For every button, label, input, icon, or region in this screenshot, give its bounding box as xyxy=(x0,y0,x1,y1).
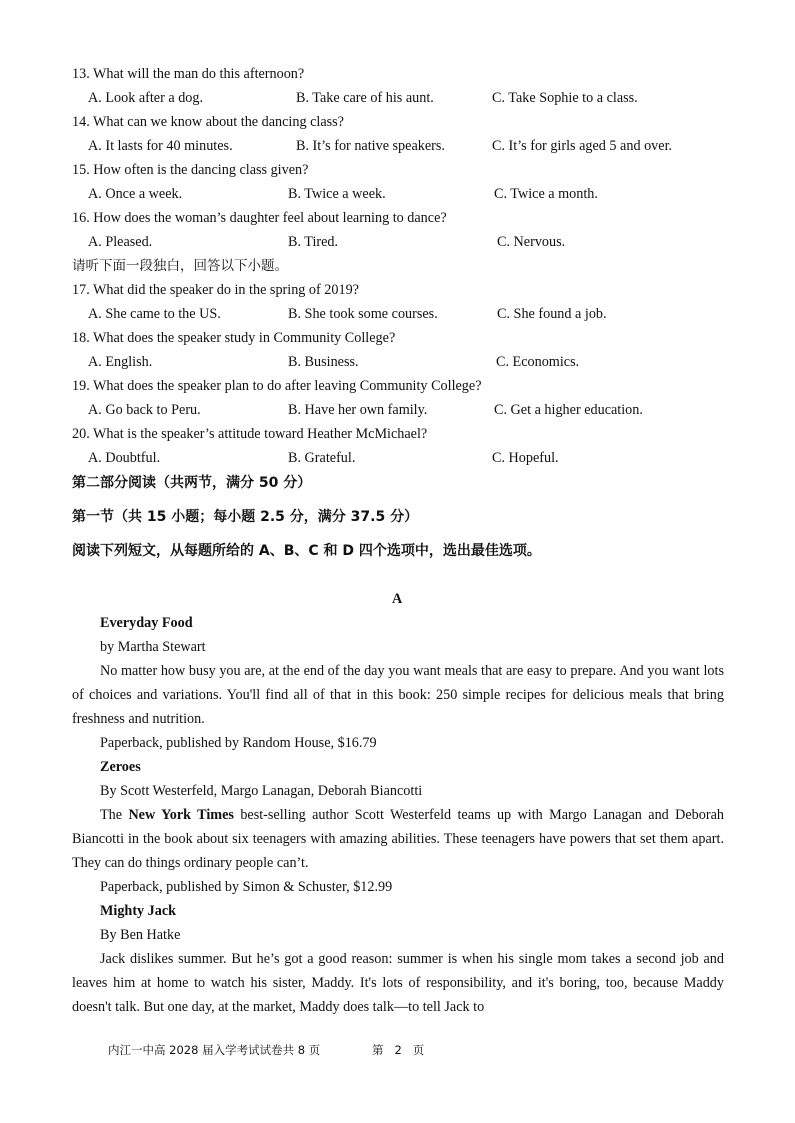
book-author: By Ben Hatke xyxy=(100,927,181,943)
book-description xyxy=(72,803,724,875)
reading-instruction: 阅读下列短文，从每题所给的 A、B、C 和 D 四个选项中，选出最佳选项。 xyxy=(72,543,541,559)
question-14-stem: 14. What can we know about the dancing class? xyxy=(72,114,344,130)
book-publisher: Paperback, published by Random House, $16.79 xyxy=(100,735,377,751)
question-18-option-c: C. Economics. xyxy=(496,354,580,370)
newspaper-name: New York Times xyxy=(128,807,234,823)
question-19-stem: 19. What does the speaker plan to do after leaving Community College? xyxy=(72,378,482,394)
question-15-option-b: B. Twice a week. xyxy=(288,186,386,202)
question-13-option-c: C. Take Sophie to a class. xyxy=(492,90,638,106)
question-16-stem: 16. How does the woman’s daughter feel about learning to dance? xyxy=(72,210,447,226)
question-13-option-b: B. Take care of his aunt. xyxy=(296,90,434,106)
question-13-option-a: A. Look after a dog. xyxy=(88,90,204,106)
book-title: Everyday Food xyxy=(100,615,193,631)
description-lead: The xyxy=(100,807,129,823)
question-19-option-c: C. Get a higher education. xyxy=(494,402,643,418)
question-17-option-c: C. She found a job. xyxy=(497,306,607,322)
question-20-stem: 20. What is the speaker’s attitude toward Heather McMichael? xyxy=(72,426,428,442)
book-description: Jack dislikes summer. But he’s got a good reason: summer is when his single mom takes a second job and leaves him at home to watch his sister, Maddy. It's lots of responsibility, and it's boring, too, because Maddy doesn't talk. But one day, at the market, Maddy does talk—to tell Jack to xyxy=(72,951,724,1015)
book-title: Mighty Jack xyxy=(100,903,177,919)
passage-label: A xyxy=(392,591,403,607)
book-author: By Scott Westerfeld, Margo Lanagan, Deborah Biancotti xyxy=(100,783,423,799)
question-13-stem: 13. What will the man do this afternoon? xyxy=(72,66,305,82)
footer-page-number: 第 2 页 xyxy=(372,1043,425,1057)
question-16-option-b: B. Tired. xyxy=(288,234,339,250)
question-15-stem: 15. How often is the dancing class given? xyxy=(72,162,309,178)
question-18-option-a: A. English. xyxy=(88,354,153,370)
question-15-option-a: A. Once a week. xyxy=(88,186,183,202)
question-19-option-b: B. Have her own family. xyxy=(288,402,428,418)
part2-heading: 第二部分阅读（共两节，满分 50 分） xyxy=(72,475,312,491)
book-publisher: Paperback, published by Simon & Schuster, $12.99 xyxy=(100,879,393,895)
book-author: by Martha Stewart xyxy=(100,639,206,655)
question-17-option-a: A. She came to the US. xyxy=(88,306,221,322)
question-14-option-b: B. It’s for native speakers. xyxy=(296,138,445,154)
question-18-stem: 18. What does the speaker study in Community College? xyxy=(72,330,396,346)
question-14-option-c: C. It’s for girls aged 5 and over. xyxy=(492,138,673,154)
question-14-option-a: A. It lasts for 40 minutes. xyxy=(88,138,233,154)
question-16-option-a: A. Pleased. xyxy=(88,234,153,250)
description-rest: best-selling author Scott Westerfeld teams up with Margo Lanagan and Deborah Biancotti in the book about six teenagers with amazing abilities. These teenagers have powers that set them apart. They can do things ordinary people can’t. xyxy=(72,807,724,871)
question-15-option-c: C. Twice a month. xyxy=(494,186,598,202)
question-19-option-a: A. Go back to Peru. xyxy=(88,402,201,418)
question-20-option-c: C. Hopeful. xyxy=(492,450,559,466)
question-20-option-a: A. Doubtful. xyxy=(88,450,161,466)
question-17-stem: 17. What did the speaker do in the spring of 2019? xyxy=(72,282,359,298)
book-description: No matter how busy you are, at the end of the day you want meals that are easy to prepare. And you want lots of choices and variations. You'll find all of that in this book: 250 simple recipes for delicious meals that bring freshness and nutrition. xyxy=(72,663,724,727)
question-18-option-b: B. Business. xyxy=(288,354,359,370)
section1-heading: 第一节（共 15 小题；每小题 2.5 分，满分 37.5 分） xyxy=(72,509,419,525)
footer-exam-info: 内江一中高 2028 届入学考试试卷共 8 页 xyxy=(108,1043,321,1057)
question-20-option-b: B. Grateful. xyxy=(288,450,356,466)
book-title: Zeroes xyxy=(100,759,141,775)
question-17-option-b: B. She took some courses. xyxy=(288,306,438,322)
monologue-instruction: 请听下面一段独白，回答以下小题。 xyxy=(72,258,288,274)
question-16-option-c: C. Nervous. xyxy=(497,234,566,250)
